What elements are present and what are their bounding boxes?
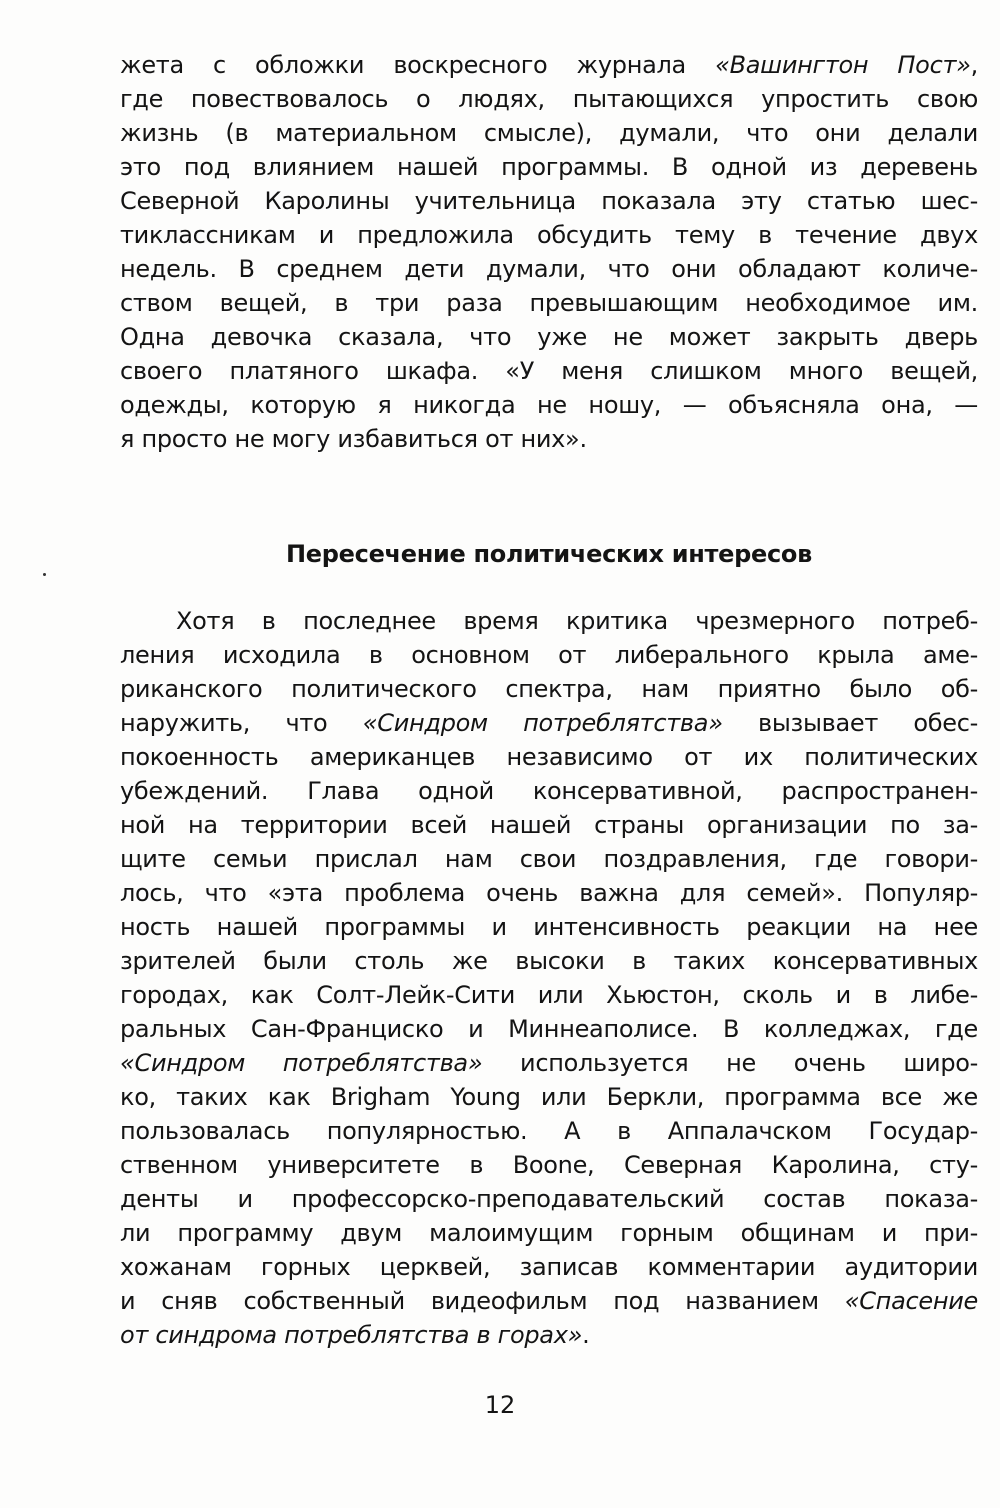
text-line: и сняв собственный видеофильм под названием «Спасение [120,1287,978,1315]
text-line: ко, таких как Brigham Young или Беркли, программа все же [120,1083,978,1111]
text-line: от синдрома потреблятства в горах». [120,1321,590,1349]
text-line: я просто не могу избавиться от них». [120,425,587,453]
text-line: ли программу двум малоимущим горным общинам и при- [120,1219,978,1247]
section-heading: Пересечение политических интересов [286,540,812,568]
text-line: Одна девочка сказала, что уже не может закрыть дверь [120,323,978,351]
text-line: своего платяного шкафа. «У меня слишком много вещей, [120,357,978,385]
stray-ink-dot [43,573,46,576]
text-line: «Синдром потреблятства» используется не очень широ- [120,1049,979,1077]
text-line: зрителей были столь же высоки в таких консервативных [120,947,978,975]
text-line: убеждений. Глава одной консервативной, распространен- [120,777,978,805]
text-line: пользовалась популярностью. А в Аппалачском Государ- [120,1117,978,1145]
text-line: ственном университете в Boone, Северная Каролина, сту- [120,1151,978,1179]
text-line: покоенность американцев независимо от их политических [120,743,978,771]
text-line: ством вещей, в три раза превышающим необходимое им. [120,289,978,317]
text-line: жета с обложки воскресного журнала «Вашингтон Пост», [120,51,978,79]
text-line: ления исходила в основном от либерального крыла аме- [120,641,978,669]
text-line: денты и профессорско-преподавательский состав показа- [120,1185,978,1213]
text-line: Северной Каролины учительница показала эту статью шес- [120,187,978,215]
text-line: риканского политического спектра, нам приятно было об- [120,675,978,703]
text-line: ральных Сан-Франциско и Миннеаполисе. В колледжах, где [120,1015,978,1043]
text-line: хожанам горных церквей, записав комментарии аудитории [120,1253,978,1281]
text-line: щите семьи прислал нам свои поздравления, где говори- [120,845,978,873]
text-line: лось, что «эта проблема очень важна для семей». Популяр- [120,879,978,907]
page-number: 12 [484,1391,516,1419]
text-line: одежды, которую я никогда не ношу, — объясняла она, — [120,391,978,419]
text-line: недель. В среднем дети думали, что они обладают количе- [120,255,978,283]
text-line: Хотя в последнее время критика чрезмерного потреб- [176,607,978,635]
text-line: это под влиянием нашей программы. В одной из деревень [120,153,978,181]
text-line: где повествовалось о людях, пытающихся упростить свою [120,85,978,113]
text-line: городах, как Солт-Лейк-Сити или Хьюстон, сколь и в либе- [120,981,978,1009]
paragraph-intro [120,48,978,456]
text-line: ной на территории всей нашей страны организации по за- [120,811,978,839]
paragraph-political-interests [120,604,978,1352]
text-line: ность нашей программы и интенсивность реакции на нее [120,913,978,941]
text-line: тиклассникам и предложила обсудить тему в течение двух [120,221,978,249]
text-line: наружить, что «Синдром потреблятства» вызывает обес- [120,709,978,737]
text-line: жизнь (в материальном смысле), думали, что они делали [120,119,978,147]
